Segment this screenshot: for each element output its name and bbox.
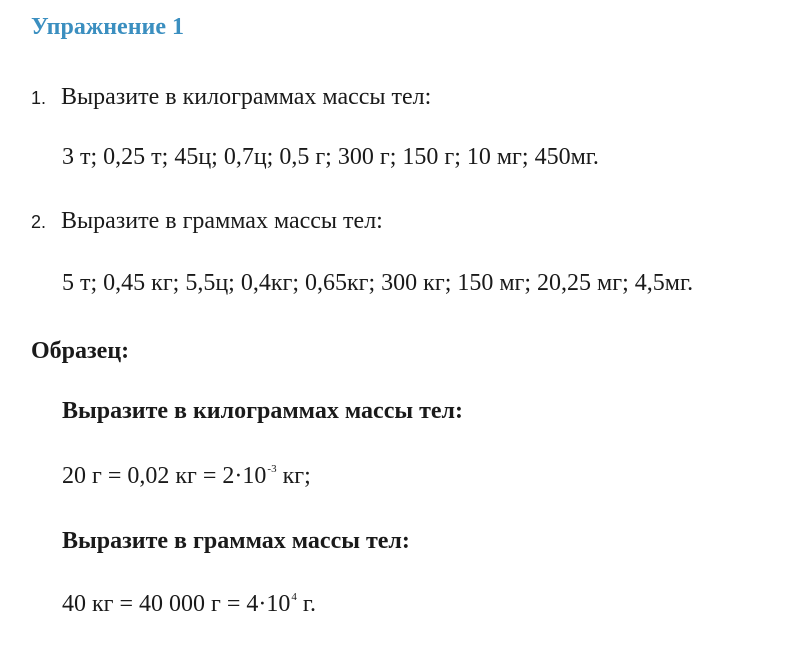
sample-2-formula-main: 40 кг = 40 000 г = 4·10 — [62, 591, 291, 617]
task-2 — [31, 208, 383, 235]
sample-1-formula-main: 20 г = 0,02 кг = 2·10 — [62, 463, 267, 489]
task-1-prompt: Выразите в килограммах массы тел: — [61, 84, 432, 110]
task-1-values: 3 т; 0,25 т; 45ц; 0,7ц; 0,5 г; 300 г; 150 г; 10 мг; 450мг. — [62, 144, 599, 170]
sample-heading: Образец: — [31, 338, 130, 364]
task-2-number: 2. — [31, 212, 47, 232]
task-2-prompt: Выразите в граммах массы тел: — [61, 208, 383, 234]
sample-1-formula-exponent: -3 — [267, 463, 277, 475]
task-1-number: 1. — [31, 88, 47, 108]
exercise-title: Упражнение 1 — [31, 14, 185, 40]
task-2-values: 5 т; 0,45 кг; 5,5ц; 0,4кг; 0,65кг; 300 кг; 150 мг; 20,25 мг; 4,5мг. — [62, 270, 694, 296]
sample-2-formula-unit: г. — [296, 591, 317, 617]
sample-2-formula — [62, 591, 316, 618]
sample-1-formula-unit: кг; — [276, 463, 311, 489]
sample-1-formula — [62, 463, 311, 490]
sample-2-heading: Выразите в граммах массы тел: — [62, 528, 410, 554]
sample-2-formula-exponent: 4 — [291, 591, 297, 603]
sample-1-heading: Выразите в килограммах массы тел: — [62, 398, 463, 424]
task-1 — [31, 84, 431, 111]
